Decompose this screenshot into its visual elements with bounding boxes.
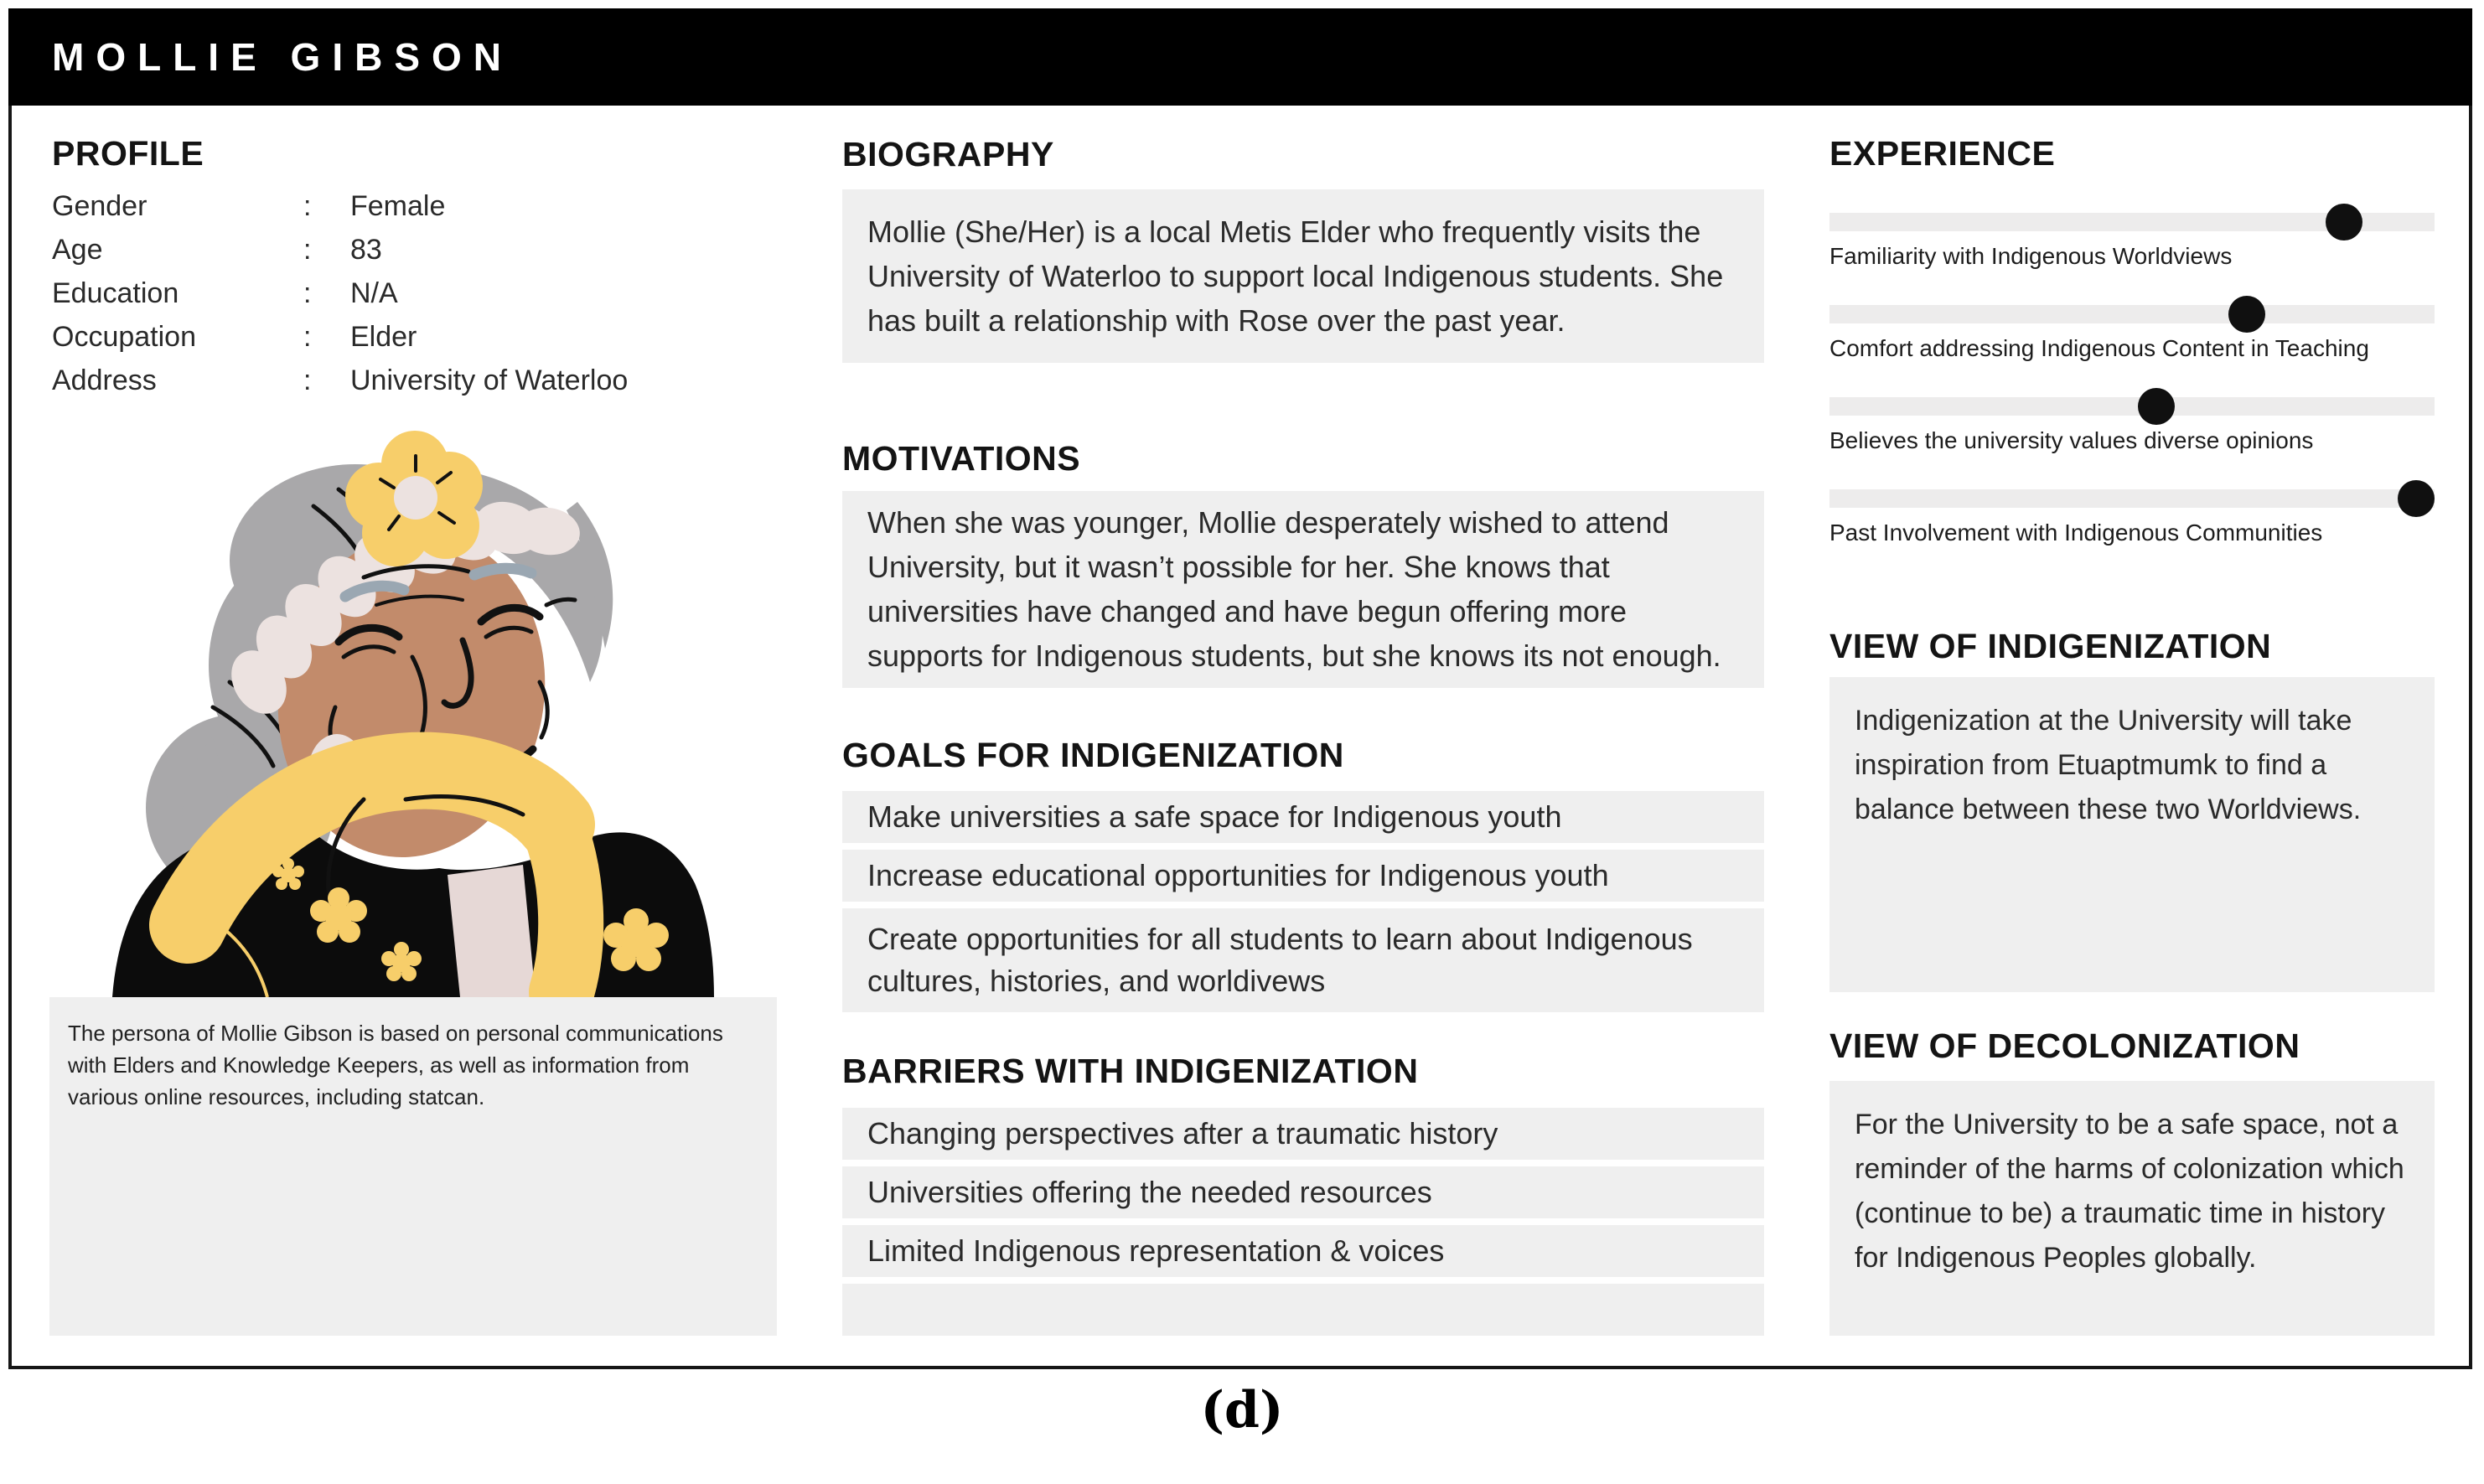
- field-label: Age: [52, 234, 103, 266]
- field-colon: :: [303, 277, 312, 309]
- field-value: N/A: [350, 277, 398, 309]
- slider-track[interactable]: [1829, 397, 2435, 416]
- header-bar: [8, 8, 2472, 106]
- field-colon: :: [303, 365, 312, 396]
- slider-past-involvement[interactable]: [1829, 489, 2435, 546]
- profile-row-occupation: [52, 315, 806, 359]
- slider-comfort-teaching[interactable]: [1829, 305, 2435, 362]
- persona-name: MOLLIE GIBSON: [52, 35, 513, 79]
- field-colon: :: [303, 190, 312, 222]
- slider-label: Familiarity with Indigenous Worldviews: [1829, 243, 2233, 269]
- biography-text: Mollie (She/Her) is a local Metis Elder who frequently visits the University of Waterloo to support local Indigenous students. She has built a relationship with Rose over the past year.: [867, 215, 1724, 338]
- slider-label: Believes the university values diverse opinions: [1829, 427, 2314, 453]
- barrier-item: [842, 1166, 1764, 1218]
- field-value: Female: [350, 190, 446, 222]
- profile-fields: [52, 184, 806, 402]
- field-value: Elder: [350, 321, 417, 353]
- motivations-text-box: [842, 491, 1764, 688]
- profile-heading: PROFILE: [52, 134, 204, 173]
- slider-track[interactable]: [1829, 213, 2435, 231]
- slider-knob[interactable]: [2326, 204, 2362, 240]
- experience-sliders: [1829, 213, 2435, 582]
- view-indigenization-heading: VIEW OF INDIGENIZATION: [1829, 627, 2272, 665]
- goal-item: [842, 850, 1764, 902]
- barrier-item-text: Universities offering the needed resources: [867, 1175, 1432, 1209]
- view-decolonization-text: For the University to be a safe space, not a reminder of the harms of colonization which (continue to be) a traumatic time in history for Indigenous Peoples globally.: [1855, 1109, 2404, 1274]
- slider-track[interactable]: [1829, 305, 2435, 323]
- field-label: Occupation: [52, 321, 196, 353]
- field-label: Education: [52, 277, 179, 309]
- view-indigenization-box: [1829, 677, 2435, 992]
- profile-row-gender: [52, 184, 806, 228]
- view-decolonization-box: [1829, 1081, 2435, 1336]
- slider-knob[interactable]: [2228, 296, 2265, 333]
- slider-label: Comfort addressing Indigenous Content in Teaching: [1829, 335, 2369, 361]
- barrier-item-empty: [842, 1284, 1764, 1336]
- profile-row-age: [52, 228, 806, 271]
- barriers-list: [842, 1108, 1764, 1342]
- persona-card: [8, 8, 2472, 1369]
- view-indigenization-text: Indigenization at the University will take inspiration from Etuaptmumk to find a balance between these two Worldviews.: [1855, 705, 2362, 825]
- figure-label: (d): [1200, 1381, 1284, 1440]
- slider-knob[interactable]: [2398, 480, 2435, 517]
- field-value: University of Waterloo: [350, 365, 629, 396]
- barrier-item-text: Limited Indigenous representation & voices: [867, 1233, 1445, 1268]
- goal-item-text: Create opportunities for all students to learn about Indigenous cultures, histories, and worldivews: [867, 922, 1693, 998]
- field-label: Address: [52, 365, 157, 396]
- barrier-item: [842, 1225, 1764, 1277]
- slider-label: Past Involvement with Indigenous Communities: [1829, 520, 2323, 546]
- field-colon: :: [303, 234, 312, 266]
- profile-row-education: [52, 271, 806, 315]
- biography-text-box: [842, 189, 1764, 363]
- field-colon: :: [303, 321, 312, 353]
- slider-university-values-opinions[interactable]: [1829, 397, 2435, 454]
- portrait-caption-box: [49, 997, 777, 1336]
- view-decolonization-heading: VIEW OF DECOLONIZATION: [1829, 1026, 2300, 1065]
- slider-knob[interactable]: [2138, 388, 2175, 425]
- barrier-item-text: Changing perspectives after a traumatic history: [867, 1116, 1498, 1150]
- field-value: 83: [350, 234, 382, 266]
- barriers-heading: BARRIERS WITH INDIGENIZATION: [842, 1052, 1419, 1090]
- goal-item-text: Increase educational opportunities for Indigenous youth: [867, 858, 1609, 892]
- goals-heading: GOALS FOR INDIGENIZATION: [842, 736, 1344, 774]
- profile-row-address: [52, 359, 806, 402]
- field-label: Gender: [52, 190, 147, 222]
- goals-list: [842, 791, 1764, 1019]
- portrait-caption: The persona of Mollie Gibson is based on personal communications with Elders and Knowledge Keepers, as well as information from various online resources, including statcan.: [68, 1021, 723, 1109]
- goal-item: [842, 791, 1764, 843]
- motivations-text: When she was younger, Mollie desperately wished to attend University, but it wasn’t possible for her. She knows that universities have changed and have begun offering more supports for Indigenous students, but she knows its not enough.: [867, 505, 1721, 673]
- slider-familiarity-worldviews[interactable]: [1829, 213, 2435, 270]
- portrait-illustration-elder-woman: [87, 406, 741, 997]
- barrier-item: [842, 1108, 1764, 1160]
- goal-item: [842, 908, 1764, 1012]
- motivations-heading: MOTIVATIONS: [842, 439, 1081, 478]
- biography-heading: BIOGRAPHY: [842, 135, 1054, 173]
- experience-heading: EXPERIENCE: [1829, 134, 2056, 173]
- goal-item-text: Make universities a safe space for Indigenous youth: [867, 799, 1562, 834]
- slider-track[interactable]: [1829, 489, 2435, 508]
